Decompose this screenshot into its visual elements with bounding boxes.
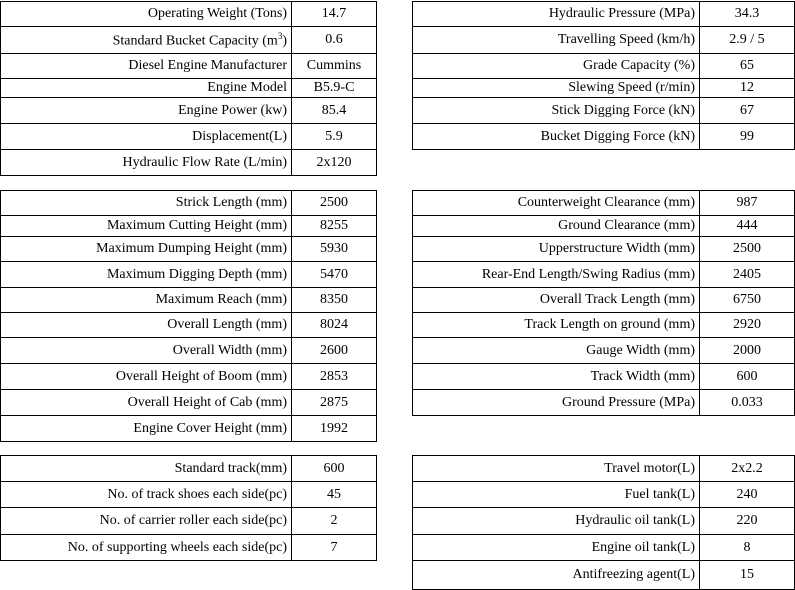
spec-value: 0.033 [700, 390, 795, 416]
spec-label: Standard Bucket Capacity $(m^3)$ [1, 27, 292, 54]
table-row [1, 54, 377, 79]
spec-label: Fuel tank(L) [413, 482, 700, 508]
spec-value: 8 [700, 535, 795, 561]
spec-value: 8350 [292, 288, 377, 313]
spec-label: Maximum Reach (mm) [1, 288, 292, 313]
spec-value: Cummins [292, 54, 377, 79]
spec-label: Overall Track Length (mm) [413, 288, 700, 313]
table-row [413, 54, 795, 79]
spec-label: Engine Power (kw) [1, 98, 292, 124]
table-row [413, 237, 795, 262]
spec-label: Gauge Width (mm) [413, 338, 700, 364]
table-row [1, 364, 377, 390]
table-row [1, 456, 377, 482]
spec-value: 2000 [700, 338, 795, 364]
spec-value: 2853 [292, 364, 377, 390]
spec-table-general-left [0, 1, 377, 176]
spec-table-undercarriage [0, 455, 377, 561]
table-row [1, 237, 377, 262]
spec-label: Engine Cover Height (mm) [1, 416, 292, 442]
spec-value: 45 [292, 482, 377, 508]
spec-label: Ground Clearance (mm) [413, 216, 700, 237]
table-row [413, 262, 795, 288]
spec-label: Strick Length (mm) [1, 191, 292, 216]
spec-label: Travelling Speed (km/h) [413, 27, 700, 54]
spec-value: 67 [700, 98, 795, 124]
spec-label: Engine oil tank(L) [413, 535, 700, 561]
spec-table-dimensions-left [0, 190, 377, 442]
spec-value: 85.4 [292, 98, 377, 124]
table-row [413, 482, 795, 508]
table-row [1, 508, 377, 535]
spec-value: 240 [700, 482, 795, 508]
spec-label: Ground Pressure (MPa) [413, 390, 700, 416]
table-row [1, 2, 377, 27]
table-row [1, 535, 377, 561]
spec-value: 2x2.2 [700, 456, 795, 482]
spec-label: Hydraulic Flow Rate (L/min) [1, 150, 292, 176]
table-row [1, 216, 377, 237]
spec-label: Track Width (mm) [413, 364, 700, 390]
spec-value: 99 [700, 124, 795, 150]
table-row [1, 390, 377, 416]
spec-label: No. of track shoes each side(pc) [1, 482, 292, 508]
spec-label: Counterweight Clearance (mm) [413, 191, 700, 216]
spec-label: Overall Height of Cab (mm) [1, 390, 292, 416]
spec-label: Maximum Dumping Height (mm) [1, 237, 292, 262]
table-row [413, 288, 795, 313]
table-row [413, 313, 795, 338]
spec-value: 600 [700, 364, 795, 390]
table-row [413, 27, 795, 54]
spec-label: Displacement(L) [1, 124, 292, 150]
spec-value: 14.7 [292, 2, 377, 27]
table-row [1, 338, 377, 364]
spec-value: 5930 [292, 237, 377, 262]
table-row [413, 508, 795, 535]
spec-label: Maximum Cutting Height (mm) [1, 216, 292, 237]
spec-value: 1992 [292, 416, 377, 442]
spec-value: 8024 [292, 313, 377, 338]
table-row [1, 288, 377, 313]
spec-label: Maximum Digging Depth (mm) [1, 262, 292, 288]
spec-value: 600 [292, 456, 377, 482]
table-row [413, 561, 795, 590]
table-row [413, 191, 795, 216]
table-row [413, 124, 795, 150]
spec-label: Rear-End Length/Swing Radius (mm) [413, 262, 700, 288]
table-row [1, 79, 377, 98]
spec-label: Travel motor(L) [413, 456, 700, 482]
spec-value: 5470 [292, 262, 377, 288]
spec-value: 444 [700, 216, 795, 237]
spec-label: Grade Capacity (%) [413, 54, 700, 79]
spec-label: Diesel Engine Manufacturer [1, 54, 292, 79]
spec-value: 65 [700, 54, 795, 79]
spec-label: Hydraulic oil tank(L) [413, 508, 700, 535]
spec-label: Overall Length (mm) [1, 313, 292, 338]
spec-value: 2.9 / 5 [700, 27, 795, 54]
table-row [413, 79, 795, 98]
spec-value: 2600 [292, 338, 377, 364]
spec-label: No. of carrier roller each side(pc) [1, 508, 292, 535]
table-row [1, 262, 377, 288]
table-row [1, 191, 377, 216]
spec-label: Operating Weight (Tons) [1, 2, 292, 27]
table-row [1, 313, 377, 338]
spec-value: 2500 [700, 237, 795, 262]
spec-table-capacities [412, 455, 795, 590]
spec-value: 2x120 [292, 150, 377, 176]
spec-label: Standard track(mm) [1, 456, 292, 482]
spec-value: 12 [700, 79, 795, 98]
spec-value: 7 [292, 535, 377, 561]
spec-label: Slewing Speed (r/min) [413, 79, 700, 98]
table-row [413, 216, 795, 237]
spec-label: Track Length on ground (mm) [413, 313, 700, 338]
table-row [1, 124, 377, 150]
spec-table-dimensions-right [412, 190, 795, 416]
spec-value: 2405 [700, 262, 795, 288]
table-row [1, 416, 377, 442]
table-row [413, 390, 795, 416]
spec-label: Stick Digging Force (kN) [413, 98, 700, 124]
spec-value: 0.6 [292, 27, 377, 54]
spec-value: 2 [292, 508, 377, 535]
spec-value: 6750 [700, 288, 795, 313]
spec-label: Overall Width (mm) [1, 338, 292, 364]
table-row [1, 150, 377, 176]
spec-label: Bucket Digging Force (kN) [413, 124, 700, 150]
spec-label: Engine Model [1, 79, 292, 98]
spec-table-general-right [412, 1, 795, 150]
table-row [413, 338, 795, 364]
spec-value: 2500 [292, 191, 377, 216]
spec-value: 2875 [292, 390, 377, 416]
table-row [413, 535, 795, 561]
spec-label: Upperstructure Width (mm) [413, 237, 700, 262]
spec-value: 220 [700, 508, 795, 535]
spec-value: 8255 [292, 216, 377, 237]
spec-value: 2920 [700, 313, 795, 338]
spec-label: No. of supporting wheels each side(pc) [1, 535, 292, 561]
table-row [1, 27, 377, 54]
spec-label: Antifreezing agent(L) [413, 561, 700, 590]
table-row [413, 364, 795, 390]
table-row [1, 98, 377, 124]
spec-value: B5.9-C [292, 79, 377, 98]
table-row [413, 456, 795, 482]
table-row [1, 482, 377, 508]
table-row [413, 98, 795, 124]
spec-label: Hydraulic Pressure (MPa) [413, 2, 700, 27]
table-row [413, 2, 795, 27]
spec-value: 5.9 [292, 124, 377, 150]
spec-value: 15 [700, 561, 795, 590]
spec-label: Overall Height of Boom (mm) [1, 364, 292, 390]
spec-value: 987 [700, 191, 795, 216]
spec-value: 34.3 [700, 2, 795, 27]
